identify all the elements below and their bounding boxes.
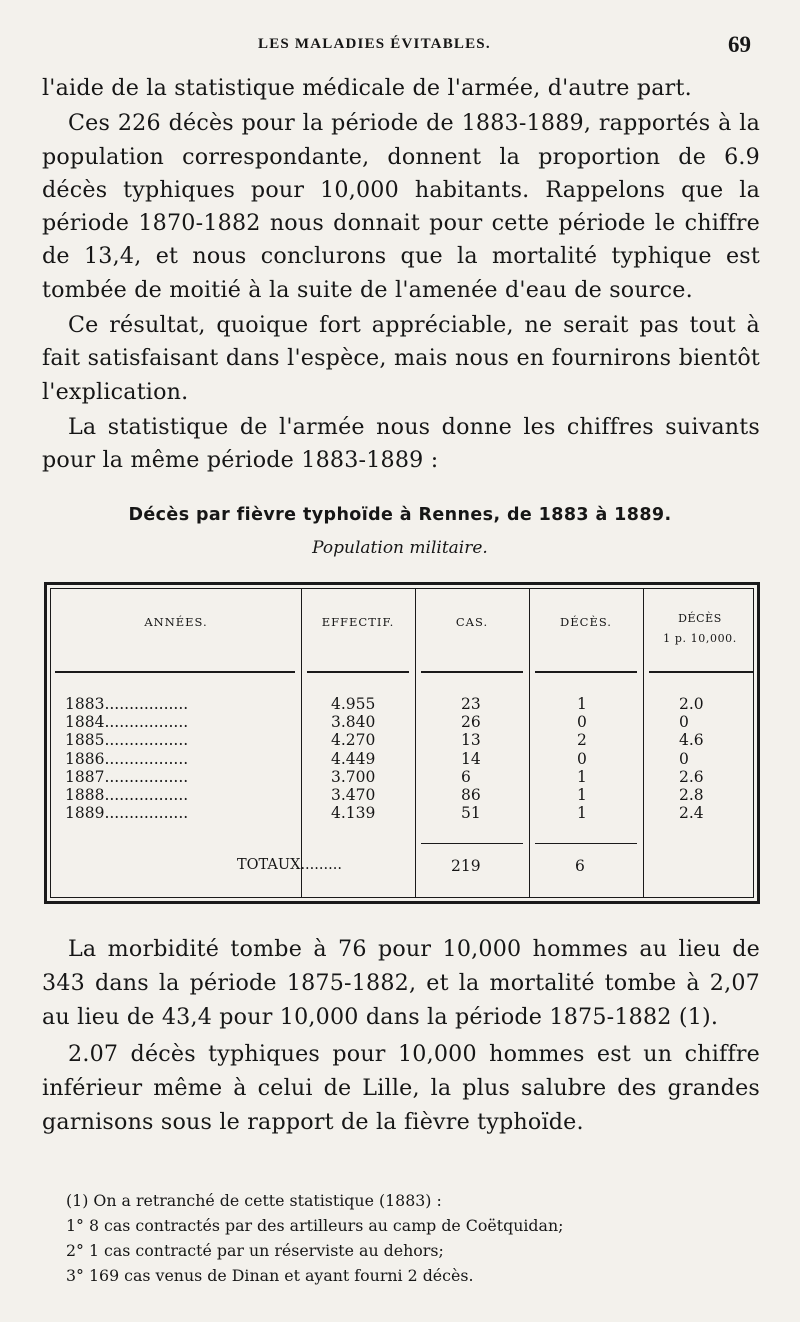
running-header bbox=[0, 32, 800, 62]
statistics-table bbox=[44, 582, 760, 904]
cell-rate: 2.4 bbox=[679, 804, 704, 823]
paragraph: La morbidité tombe à 76 pour 10,000 hommes au lieu de 343 dans la période 1875-1882, et la mortalité tombe à 2,07 au lieu de 43,4 pour 10,000 dans la période 1875-1882 (1). bbox=[42, 936, 760, 1031]
table-title: Décès par fièvre typhoïde à Rennes, de 1883 à 1889. bbox=[128, 505, 672, 525]
cell-rate: 4.6 bbox=[679, 731, 704, 750]
running-title: LES MALADIES ÉVITABLES. bbox=[258, 36, 491, 52]
cell-rate: 2.0 bbox=[679, 695, 704, 713]
cell-effectif: 3.470 bbox=[331, 786, 376, 804]
cell-deces: 1 bbox=[577, 786, 587, 804]
footnote-line: 2° 1 cas contracté par un réserviste au dehors; bbox=[66, 1241, 444, 1260]
cell-effectif: 3.840 bbox=[331, 713, 376, 732]
table-subtitle: Population militaire. bbox=[312, 538, 488, 558]
cell-year: 1888................. bbox=[65, 786, 189, 804]
cell-cas: 14 bbox=[461, 749, 481, 768]
cell-cas: 13 bbox=[461, 731, 481, 750]
table-frame bbox=[50, 588, 754, 898]
column-divider bbox=[529, 589, 530, 897]
cell-year: 1886................. bbox=[65, 749, 189, 768]
cell-effectif: 3.700 bbox=[331, 767, 376, 786]
cell-rate: 0 bbox=[679, 713, 689, 732]
column-divider bbox=[415, 589, 416, 897]
footnote-line: 1° 8 cas contractés par des artilleurs au camp de Coëtquidan; bbox=[66, 1216, 564, 1235]
footnote-line: (1) On a retranché de cette statistique (1883) : bbox=[66, 1191, 442, 1210]
column-divider bbox=[301, 589, 302, 897]
totals-label: TOTAUX......... bbox=[237, 857, 342, 873]
cell-year: 1884................. bbox=[65, 713, 189, 732]
cell-cas: 51 bbox=[461, 804, 481, 823]
header-effectif: EFFECTIF. bbox=[321, 615, 395, 629]
header-deces-rate-line2: 1 p. 10,000. bbox=[663, 632, 737, 645]
cell-effectif: 4.955 bbox=[331, 695, 376, 713]
header-deces: DÉCÈS. bbox=[560, 615, 612, 629]
cell-deces: 1 bbox=[577, 767, 587, 786]
paragraph: La statistique de l'armée nous donne les chiffres suivants pour la même période 1883-1889 : bbox=[42, 413, 760, 474]
cell-cas: 23 bbox=[461, 695, 481, 713]
cell-rate: 2.8 bbox=[679, 786, 704, 804]
header-rule bbox=[55, 671, 295, 673]
header-cas: CAS. bbox=[455, 615, 489, 629]
cell-year: 1889................. bbox=[65, 804, 189, 823]
cell-effectif: 4.449 bbox=[331, 749, 376, 768]
header-rule bbox=[307, 671, 409, 673]
cell-year: 1887................. bbox=[65, 767, 189, 786]
cell-effectif: 4.139 bbox=[331, 804, 376, 823]
page-number: 69 bbox=[728, 32, 751, 57]
header-rule bbox=[649, 671, 753, 673]
cell-deces: 1 bbox=[577, 695, 587, 713]
totals-rule bbox=[421, 843, 523, 844]
header-rule bbox=[421, 671, 523, 673]
cell-cas: 26 bbox=[461, 713, 481, 732]
paragraph: Ces 226 décès pour la période de 1883-1889, rapportés à la population correspondante, donnent la proportion de 6.9 décès typhiques pour 10,000 habitants. Rappelons que la période 1870-1882 nous donnait pour cette période le chiffre de 13,4, et nous conclurons que la mortalité typhique est tombée de moitié à la suite de l'amenée d'eau de source. bbox=[42, 110, 760, 303]
paragraph: 2.07 décès typhiques pour 10,000 hommes est un chiffre inférieur même à celui de Lille, la plus salubre des grandes garnisons sous le rapport de la fièvre typhoïde. bbox=[42, 1040, 760, 1136]
cell-deces: 0 bbox=[577, 749, 587, 768]
header-deces-rate-line1: DÉCÈS bbox=[678, 612, 722, 625]
cell-deces: 2 bbox=[577, 731, 587, 750]
header-annees: ANNÉES. bbox=[144, 615, 208, 629]
cell-deces: 1 bbox=[577, 804, 587, 823]
body-text-bottom bbox=[42, 932, 760, 1139]
totals-deces: 6 bbox=[575, 857, 585, 875]
footnote-line: 3° 169 cas venus de Dinan et ayant fourni 2 décès. bbox=[66, 1266, 474, 1285]
cell-rate: 0 bbox=[679, 749, 689, 768]
totals-cas: 219 bbox=[451, 857, 481, 875]
cell-deces: 0 bbox=[577, 713, 587, 732]
cell-year: 1883................. bbox=[65, 695, 189, 713]
footnotes bbox=[66, 1188, 766, 1288]
cell-cas: 86 bbox=[461, 786, 481, 804]
cell-rate: 2.6 bbox=[679, 767, 704, 786]
cell-effectif: 4.270 bbox=[331, 731, 376, 750]
totals-rule bbox=[535, 843, 637, 844]
header-deces-rate bbox=[643, 609, 757, 649]
body-text-top bbox=[42, 72, 760, 478]
paragraph: l'aide de la statistique médicale de l'armée, d'autre part. bbox=[42, 75, 692, 101]
cell-cas: 6 bbox=[461, 767, 471, 786]
header-rule bbox=[535, 671, 637, 673]
cell-year: 1885................. bbox=[65, 731, 189, 750]
paragraph: Ce résultat, quoique fort appréciable, ne serait pas tout à fait satisfaisant dans l'espèce, mais nous en fournirons bientôt l'explication. bbox=[42, 312, 760, 405]
